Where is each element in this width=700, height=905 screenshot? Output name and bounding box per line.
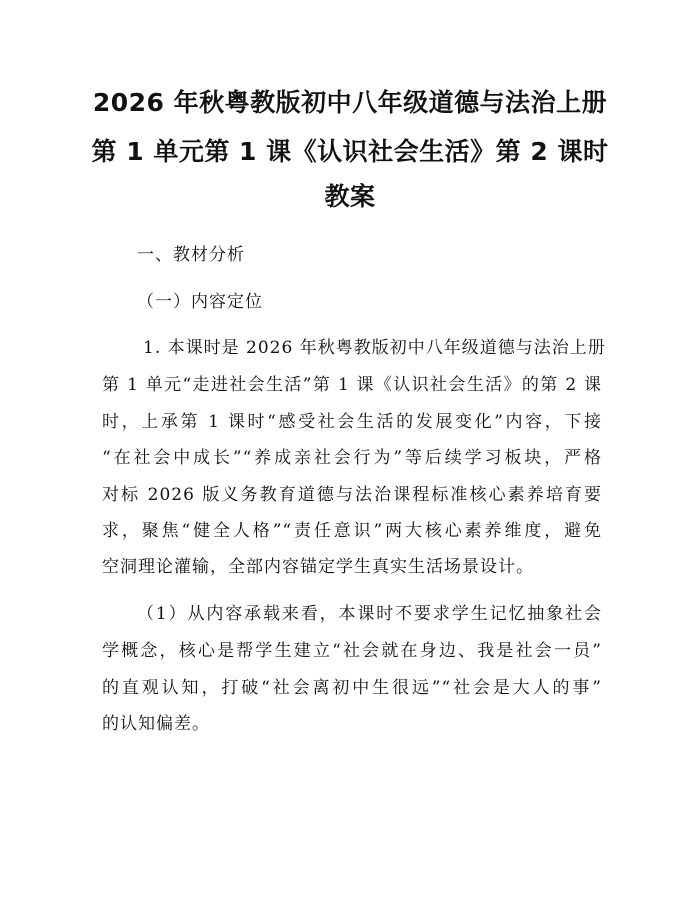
paragraph-line: 的认知偏差。	[102, 714, 210, 734]
document-title-line-3: 教案	[324, 182, 376, 211]
paragraph-line: “在社会中成长”“养成亲社会行为”等后续学习板块，严格	[102, 448, 602, 468]
paragraph-line: （1）从内容承载来看，本课时不要求学生记忆抽象社会	[137, 604, 602, 624]
paragraph-line: 学概念，核心是帮学生建立“社会就在身边、我是社会一员”	[102, 641, 602, 661]
paragraph-line: 空洞理论灌输，全部内容锚定学生真实生活场景设计。	[102, 557, 534, 577]
paragraph-line: 1. 本课时是 2026 年秋粤教版初中八年级道德与法治上册	[143, 338, 606, 358]
document-title-line-2: 第 1 单元第 1 课《认识社会生活》第 2 课时	[91, 137, 609, 166]
paragraph-line: 对标 2026 版义务教育道德与法治课程标准核心素养培育要	[102, 485, 602, 505]
paragraph-line: 第 1 单元“走进社会生活”第 1 课《认识社会生活》的第 2 课	[102, 375, 602, 395]
paragraph-line: 时，上承第 1 课时“感受社会生活的发展变化”内容，下接	[102, 412, 602, 432]
section-heading-teaching-material-analysis: 一、教材分析	[137, 245, 245, 265]
paragraph-line: 求，聚焦“健全人格”“责任意识”两大核心素养维度，避免	[102, 521, 602, 541]
document-title-line-1: 2026 年秋粤教版初中八年级道德与法治上册	[92, 88, 608, 117]
paragraph-line: 的直观认知，打破“社会离初中生很远”“社会是大人的事”	[102, 678, 602, 698]
subsection-heading-content-positioning: （一）内容定位	[137, 292, 263, 312]
